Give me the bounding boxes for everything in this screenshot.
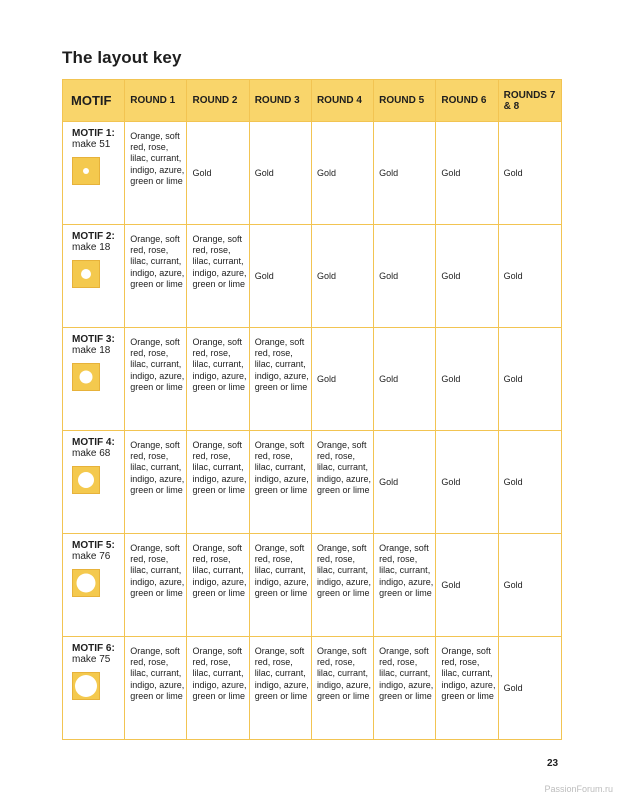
column-header-rounds-7-8: ROUNDS 7 & 8 xyxy=(498,80,561,122)
colour-list: Orange, soft red, rose, lilac, currant, indigo, azure, green or lime xyxy=(316,646,371,701)
motif-name: MOTIF 4: xyxy=(72,437,115,448)
colour-list: Orange, soft red, rose, lilac, currant, indigo, azure, green or lime xyxy=(379,543,434,598)
table-row xyxy=(63,637,562,740)
gold-label: Gold xyxy=(503,167,523,178)
page-number: 23 xyxy=(547,758,559,769)
colour-list: Orange, soft red, rose, lilac, currant, indigo, azure, green or lime xyxy=(130,646,185,701)
gold-label: Gold xyxy=(316,373,336,384)
gold-cell xyxy=(436,328,498,431)
gold-cell xyxy=(249,122,311,225)
motif-count: make 18 xyxy=(72,242,111,253)
colour-list: Orange, soft red, rose, lilac, currant, indigo, azure, green or lime xyxy=(192,646,247,701)
motif-centre xyxy=(75,675,97,697)
table-row xyxy=(63,431,562,534)
colour-list: Orange, soft red, rose, lilac, currant, indigo, azure, green or lime xyxy=(254,440,309,495)
colour-cell xyxy=(249,637,311,740)
gold-label: Gold xyxy=(379,476,399,487)
gold-cell xyxy=(374,431,436,534)
table-row xyxy=(63,534,562,637)
gold-label: Gold xyxy=(192,167,212,178)
motif-cell xyxy=(63,122,125,225)
colour-list: Orange, soft red, rose, lilac, currant, indigo, azure, green or lime xyxy=(379,646,434,701)
colour-cell xyxy=(125,534,187,637)
colour-list: Orange, soft red, rose, lilac, currant, indigo, azure, green or lime xyxy=(130,440,185,495)
gold-cell xyxy=(436,431,498,534)
gold-cell xyxy=(436,534,498,637)
colour-list: Orange, soft red, rose, lilac, currant, indigo, azure, green or lime xyxy=(441,646,496,701)
colour-cell xyxy=(436,637,498,740)
gold-label: Gold xyxy=(503,476,523,487)
column-header-round-2: ROUND 2 xyxy=(187,80,249,122)
column-header-round-4: ROUND 4 xyxy=(311,80,373,122)
gold-label: Gold xyxy=(503,579,523,590)
motif-swatch xyxy=(72,363,100,391)
motif-name: MOTIF 6: xyxy=(72,643,115,654)
gold-cell xyxy=(498,225,561,328)
colour-cell xyxy=(187,328,249,431)
gold-label: Gold xyxy=(441,579,461,590)
colour-cell xyxy=(187,637,249,740)
column-header-motif: MOTIF xyxy=(63,80,125,122)
colour-list: Orange, soft red, rose, lilac, currant, indigo, azure, green or lime xyxy=(254,543,309,598)
gold-label: Gold xyxy=(316,270,336,281)
colour-list: Orange, soft red, rose, lilac, currant, indigo, azure, green or lime xyxy=(130,131,185,186)
gold-label: Gold xyxy=(503,682,523,693)
colour-list: Orange, soft red, rose, lilac, currant, indigo, azure, green or lime xyxy=(254,337,309,392)
colour-list: Orange, soft red, rose, lilac, currant, indigo, azure, green or lime xyxy=(316,440,371,495)
motif-name: MOTIF 5: xyxy=(72,540,115,551)
watermark: PassionForum.ru xyxy=(544,784,613,794)
colour-cell xyxy=(374,534,436,637)
motif-count: make 18 xyxy=(72,345,111,356)
gold-cell xyxy=(374,122,436,225)
colour-cell xyxy=(187,534,249,637)
motif-name: MOTIF 2: xyxy=(72,231,115,242)
gold-label: Gold xyxy=(503,270,523,281)
colour-list: Orange, soft red, rose, lilac, currant, indigo, azure, green or lime xyxy=(130,234,185,289)
motif-count: make 76 xyxy=(72,551,111,562)
gold-cell xyxy=(311,225,373,328)
motif-centre xyxy=(77,574,96,593)
gold-label: Gold xyxy=(441,476,461,487)
gold-cell xyxy=(249,225,311,328)
gold-cell xyxy=(498,637,561,740)
motif-count: make 75 xyxy=(72,654,111,665)
gold-cell xyxy=(187,122,249,225)
motif-count: make 51 xyxy=(72,139,111,150)
gold-cell xyxy=(374,225,436,328)
gold-label: Gold xyxy=(503,373,523,384)
colour-cell xyxy=(125,637,187,740)
motif-swatch xyxy=(72,569,100,597)
colour-cell xyxy=(125,225,187,328)
colour-cell xyxy=(125,122,187,225)
gold-label: Gold xyxy=(379,373,399,384)
gold-cell xyxy=(374,328,436,431)
gold-label: Gold xyxy=(254,167,274,178)
header-row xyxy=(63,80,562,122)
column-header-round-6: ROUND 6 xyxy=(436,80,498,122)
table-row xyxy=(63,328,562,431)
motif-cell xyxy=(63,431,125,534)
colour-list: Orange, soft red, rose, lilac, currant, indigo, azure, green or lime xyxy=(130,337,185,392)
gold-label: Gold xyxy=(441,373,461,384)
gold-label: Gold xyxy=(441,270,461,281)
column-header-round-3: ROUND 3 xyxy=(249,80,311,122)
motif-centre xyxy=(80,371,93,384)
gold-label: Gold xyxy=(379,270,399,281)
table-row xyxy=(63,122,562,225)
colour-cell xyxy=(311,431,373,534)
colour-list: Orange, soft red, rose, lilac, currant, indigo, azure, green or lime xyxy=(192,440,247,495)
gold-cell xyxy=(436,122,498,225)
motif-count: make 68 xyxy=(72,448,111,459)
motif-name: MOTIF 1: xyxy=(72,128,115,139)
colour-cell xyxy=(187,225,249,328)
colour-list: Orange, soft red, rose, lilac, currant, indigo, azure, green or lime xyxy=(316,543,371,598)
motif-cell xyxy=(63,225,125,328)
motif-centre xyxy=(78,472,94,488)
column-header-round-1: ROUND 1 xyxy=(125,80,187,122)
colour-list: Orange, soft red, rose, lilac, currant, indigo, azure, green or lime xyxy=(130,543,185,598)
colour-cell xyxy=(125,328,187,431)
colour-cell xyxy=(311,637,373,740)
motif-name: MOTIF 3: xyxy=(72,334,115,345)
motif-centre xyxy=(83,168,89,174)
gold-cell xyxy=(498,534,561,637)
gold-label: Gold xyxy=(379,167,399,178)
gold-cell xyxy=(498,122,561,225)
table-body xyxy=(63,122,562,740)
motif-centre xyxy=(81,269,91,279)
motif-swatch xyxy=(72,260,100,288)
colour-list: Orange, soft red, rose, lilac, currant, indigo, azure, green or lime xyxy=(192,234,247,289)
colour-cell xyxy=(187,431,249,534)
colour-cell xyxy=(249,534,311,637)
motif-swatch xyxy=(72,157,100,185)
gold-label: Gold xyxy=(316,167,336,178)
motif-cell xyxy=(63,637,125,740)
colour-cell xyxy=(374,637,436,740)
gold-cell xyxy=(498,328,561,431)
colour-list: Orange, soft red, rose, lilac, currant, indigo, azure, green or lime xyxy=(192,337,247,392)
page-title: The layout key xyxy=(62,48,182,67)
gold-cell xyxy=(436,225,498,328)
table-row xyxy=(63,225,562,328)
motif-swatch xyxy=(72,672,100,700)
gold-cell xyxy=(311,328,373,431)
colour-cell xyxy=(249,328,311,431)
motif-cell xyxy=(63,534,125,637)
colour-cell xyxy=(311,534,373,637)
colour-cell xyxy=(249,431,311,534)
column-header-round-5: ROUND 5 xyxy=(374,80,436,122)
motif-cell xyxy=(63,328,125,431)
gold-label: Gold xyxy=(254,270,274,281)
colour-cell xyxy=(125,431,187,534)
gold-label: Gold xyxy=(441,167,461,178)
layout-key-table xyxy=(62,79,562,740)
colour-list: Orange, soft red, rose, lilac, currant, indigo, azure, green or lime xyxy=(254,646,309,701)
colour-list: Orange, soft red, rose, lilac, currant, indigo, azure, green or lime xyxy=(192,543,247,598)
motif-swatch xyxy=(72,466,100,494)
gold-cell xyxy=(498,431,561,534)
gold-cell xyxy=(311,122,373,225)
